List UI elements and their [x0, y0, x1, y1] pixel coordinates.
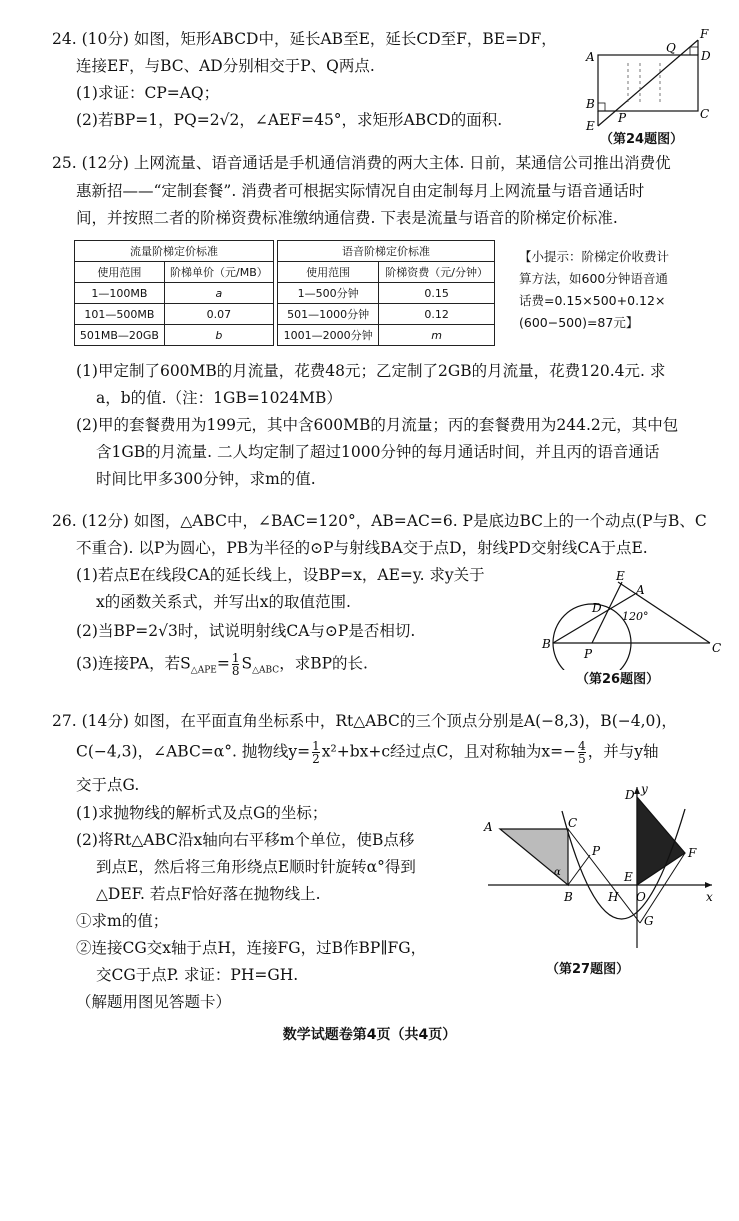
table-row: [278, 325, 495, 346]
table-cell: 1—500分钟: [278, 283, 379, 304]
q26-frac-den: 8: [231, 664, 240, 678]
q26-label-d: D: [592, 601, 602, 615]
q27-sub2a: ②连接CG交x轴于点H，连接FG，过B作BP∥FG，: [76, 939, 427, 957]
q27-label-e: E: [624, 870, 633, 884]
q27-axis-num: 4: [578, 739, 586, 753]
q24-label-e: E: [586, 119, 595, 133]
q26-p3-s: S: [241, 654, 253, 673]
q25-head: 25. (12分) 上网流量、语音通话是手机通信消费的两大主体. 日前，某通信公司推出消费优: [52, 154, 671, 172]
q27-label-x: x: [706, 890, 713, 904]
q27-label-a: A: [484, 820, 493, 834]
q24-figure: [578, 8, 718, 148]
q25-table-voice: [277, 240, 495, 346]
q26-label-a: A: [636, 583, 645, 597]
table-cell: 0.15: [379, 283, 495, 304]
table-cell: 501MB—20GB: [75, 325, 165, 346]
q26-head: 26. (12分) 如图，△ABC中，∠BAC=120°，AB=AC=6. P是底边BC上的一个动点(P与B、C: [52, 512, 707, 530]
page-footer: 数学试题卷第4页（共4页）: [282, 1027, 457, 1043]
q26-angle-label: 120°: [622, 610, 649, 623]
q24-line2: 连接EF，与BC、AD分别相交于P、Q两点.: [76, 57, 375, 75]
q25-part2a: (2)甲的套餐费用为199元，其中含600MB的月流量；丙的套餐费用为244.2元，其中包: [76, 416, 679, 434]
q26-label-p: P: [584, 647, 593, 661]
q25-line2: 惠新招——“定制套餐”. 消费者可根据实际情况自由定制每月上网流量与语音通话时: [76, 182, 645, 200]
q27-triangle-def: [637, 797, 685, 885]
tip-line: 话费=0.15×500+0.12×: [519, 293, 666, 308]
q27-l2-text: C(−4,3)，∠ABC=α°. 抛物线y=: [76, 742, 311, 761]
q25-part1a: (1)甲定制了600MB的月流量，花费48元；乙定制了2GB的月流量，花费120.4元. 求: [76, 362, 666, 380]
table-title: 语音阶梯定价标准: [278, 241, 495, 262]
q27-figure: [480, 783, 720, 953]
q27-label-f: F: [688, 846, 697, 860]
q27-parabola: [562, 809, 685, 919]
q24-label-b: B: [586, 97, 595, 111]
tip-line: 【小提示：阶梯定价收费计: [519, 249, 670, 264]
q24-label-c: C: [700, 107, 710, 121]
q25-tip: [519, 246, 724, 334]
q24-label-q: Q: [666, 41, 676, 55]
table-row: [75, 283, 274, 304]
q24-part1: (1)求证：CP=AQ；: [76, 84, 220, 102]
table-cell: 0.12: [379, 304, 495, 325]
q26-p3-tail: ，求BP的长.: [279, 654, 368, 673]
q27-sub1: ①求m的值；: [76, 912, 169, 930]
q27-label-d: D: [625, 788, 635, 802]
q27-label-b: B: [564, 890, 573, 904]
q27-label-alpha: α: [554, 867, 561, 878]
table-header: 使用范围: [278, 262, 379, 283]
q25-part2c: 时间比甲多300分钟，求m的值.: [96, 470, 316, 488]
table-cell: 1001—2000分钟: [278, 325, 379, 346]
q27-half-num: 1: [312, 739, 320, 753]
table-header: 阶梯单价（元/MB）: [164, 262, 273, 283]
q27-axis-fraction: [578, 740, 586, 765]
table-row: [75, 325, 274, 346]
q25-line3: 间，并按照二者的阶梯资费标准缴纳通信费. 下表是流量与语音的阶梯定价标准.: [76, 209, 618, 227]
q24-label-p: P: [618, 111, 627, 125]
q25-part2b: 含1GB的月流量. 二人均定制了超过1000分钟的每月通话时间，并且丙的语音通话: [96, 443, 660, 461]
table-cell: 0.07: [164, 304, 273, 325]
q24-part2: (2)若BP=1，PQ=2√2，∠AEF=45°，求矩形ABCD的面积.: [76, 111, 503, 129]
q26-frac-num: 1: [231, 651, 240, 665]
q25-table-data: [74, 240, 274, 346]
q26-caption: （第26题图）: [576, 672, 660, 687]
q26-p3-text: (3)连接PA，若S: [76, 654, 191, 673]
q27-part2b: 到点E，然后将三角形绕点E顺时针旋转α°得到: [96, 858, 416, 876]
q26-part1b: x的函数关系式，并写出x的取值范围.: [96, 593, 351, 611]
table-cell: a: [164, 283, 273, 304]
q27-line2: [76, 740, 659, 765]
table-title: 流量阶梯定价标准: [75, 241, 274, 262]
q27-label-y: y: [641, 783, 648, 796]
q26-part3: [76, 652, 368, 682]
q27-sub2b: 交CG于点P. 求证：PH=GH.: [96, 966, 299, 984]
q27-part2a: (2)将Rt△ABC沿x轴向右平移m个单位，使B点移: [76, 831, 415, 849]
q27-head: 27. (14分) 如图，在平面直角坐标系中，Rt△ABC的三个顶点分别是A(−8,3)，B(−4,0)，: [52, 712, 677, 730]
q27-label-p: P: [592, 844, 601, 858]
q27-l2-tail: ，并与y轴: [587, 742, 659, 761]
q27-label-g: G: [644, 914, 654, 928]
q26-line2: 不重合). 以P为圆心，PB为半径的⊙P与射线BA交于点D，射线PD交射线CA于点E.: [76, 539, 648, 557]
table-cell: 1—100MB: [75, 283, 165, 304]
q26-label-e: E: [616, 569, 625, 583]
q27-l2-mid: x²+bx+c经过点C，且对称轴为x=−: [321, 742, 577, 761]
table-header: 使用范围: [75, 262, 165, 283]
table-row: [75, 304, 274, 325]
q24-label-d: D: [701, 49, 711, 63]
q27-caption: （第27题图）: [546, 962, 630, 977]
tip-line: 算方法，如600分钟语音通: [519, 271, 668, 286]
q24-label-a: A: [586, 50, 595, 64]
q25-part1b: a，b的值.（注：1GB=1024MB）: [96, 389, 342, 407]
q27-label-h: H: [608, 890, 619, 904]
table-cell: m: [379, 325, 495, 346]
table-cell: 501—1000分钟: [278, 304, 379, 325]
q27-line3: 交于点G.: [76, 776, 140, 794]
q26-figure: [540, 560, 730, 670]
q24-caption: （第24题图）: [600, 132, 684, 147]
q26-part1a: (1)若点E在线段CA的延长线上，设BP=x，AE=y. 求y关于: [76, 566, 485, 584]
q24-head: 24. (10分) 如图，矩形ABCD中，延长AB至E，延长CD至F，BE=DF，: [52, 30, 557, 48]
q26-p3-sub2: △ABC: [252, 665, 280, 676]
table-cell: 101—500MB: [75, 304, 165, 325]
q24-label-f: F: [700, 27, 709, 41]
q27-part2c: △DEF. 若点F恰好落在抛物线上.: [96, 885, 321, 903]
table-row: [278, 304, 495, 325]
table-cell: b: [164, 325, 273, 346]
q27-label-o: O: [636, 890, 646, 904]
q27-part1: (1)求抛物线的解析式及点G的坐标；: [76, 804, 328, 822]
q24-line-ef: [598, 40, 698, 126]
q27-half-den: 2: [312, 752, 320, 766]
q27-note: （解题用图见答题卡）: [76, 993, 232, 1011]
q26-part2: (2)当BP=2√3时，试说明射线CA与⊙P是否相切.: [76, 622, 416, 640]
q26-label-c: C: [712, 641, 722, 655]
table-row: [278, 283, 495, 304]
q26-fraction: [232, 652, 240, 677]
q26-p3-eq: =: [216, 654, 230, 673]
tip-line: (600−500)=87元】: [519, 315, 639, 330]
q26-label-b: B: [542, 637, 551, 651]
q27-half-fraction: [312, 740, 320, 765]
q27-axis-den: 5: [578, 752, 586, 766]
table-header: 阶梯资费（元/分钟）: [379, 262, 495, 283]
q26-p3-sub1: △APE: [190, 665, 217, 676]
q27-label-c: C: [568, 816, 578, 830]
